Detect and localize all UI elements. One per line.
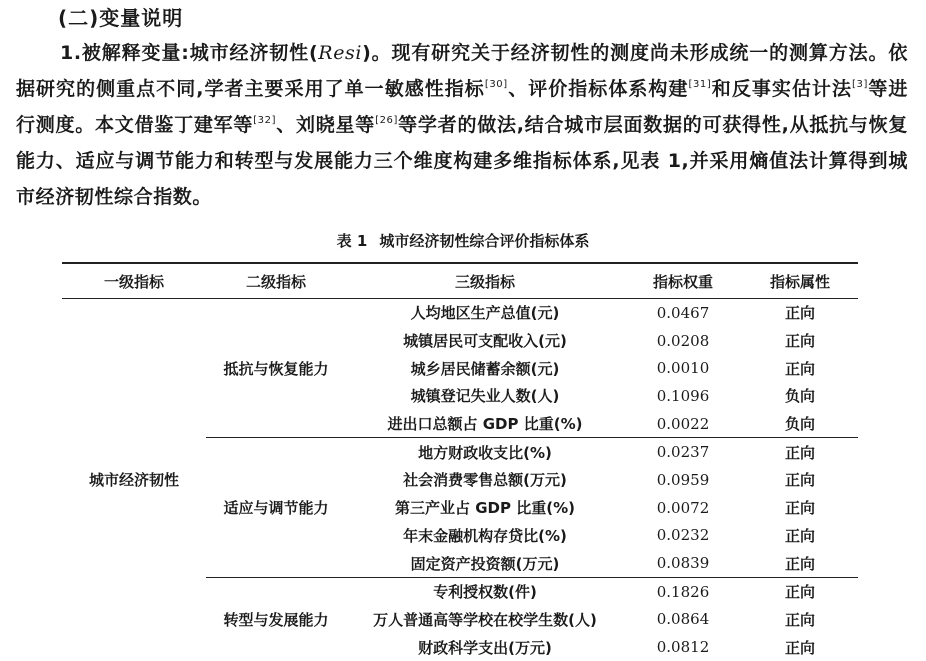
- attribute-cell: 负向: [784, 415, 815, 434]
- paragraph-text-3: 、评价指标体系构建: [507, 78, 689, 100]
- attribute-cell: 正向: [784, 499, 815, 518]
- weight-cell: 0.1826: [624, 577, 742, 605]
- attribute-cell: 正向: [784, 332, 815, 351]
- level2-cell-adaptation: 适应与调节能力: [206, 438, 346, 577]
- indicator-cell: 专利授权数(件): [346, 577, 624, 605]
- weight-cell: 0.0467: [656, 303, 710, 322]
- attribute-cell: 正向: [784, 304, 815, 323]
- indicator-cell: 城镇居民可支配收入(元): [403, 332, 567, 351]
- attribute-cell: 正向: [784, 638, 815, 657]
- indicator-cell: 固定资产投资额(万元): [410, 554, 560, 573]
- indicator-cell: 万人普通高等学校在校学生数(人): [373, 610, 597, 629]
- attribute-cell: 正向: [784, 471, 815, 490]
- citation-26[interactable]: [26]: [375, 115, 398, 126]
- weight-cell: 0.0237: [624, 438, 742, 466]
- indicator-cell: 财政科学支出(万元): [418, 638, 552, 657]
- weight-cell: 0.0232: [656, 526, 710, 545]
- table-header-row: [62, 263, 858, 299]
- paragraph-text-1: 1.被解释变量:城市经济韧性(: [60, 42, 319, 64]
- attribute-cell: 正向: [742, 577, 858, 605]
- level2-cell-transformation: 转型与发展能力: [206, 577, 346, 661]
- citation-31[interactable]: [31]: [688, 79, 712, 90]
- header-attribute: 指标属性: [742, 263, 858, 299]
- weight-cell: 0.0959: [656, 470, 710, 489]
- weight-cell: 0.0072: [656, 498, 710, 517]
- header-level3: 三级指标: [346, 263, 624, 299]
- weight-cell: 0.0839: [656, 554, 710, 573]
- header-level2: 二级指标: [206, 263, 346, 299]
- variable-symbol: Resi: [318, 42, 363, 64]
- level1-cell: 城市经济韧性: [88, 471, 179, 490]
- weight-cell: 0.0022: [656, 414, 710, 433]
- citation-3[interactable]: [3]: [851, 79, 868, 90]
- indicator-cell: 进出口总额占 GDP 比重(%): [387, 415, 583, 434]
- weight-cell: 0.0812: [656, 638, 710, 657]
- paragraph-text-5: 等进行测度。本文借鉴丁建军等: [16, 78, 909, 136]
- body-paragraph: [16, 35, 908, 215]
- paragraph-text-7: 等学者的做法,结合城市层面数据的可获得性,从抵抗与恢复能力、适应与调节能力和转型与发展能力三个维度构建多维指标体系,见表 1,并采用熵值法计算得到城市经济韧性综合指数。: [16, 114, 908, 208]
- weight-cell: 0.1096: [656, 386, 710, 405]
- attribute-cell: 正向: [742, 438, 858, 466]
- attribute-cell: 正向: [784, 526, 815, 545]
- indicator-cell: 地方财政收支比(%): [346, 438, 624, 466]
- weight-cell: 0.0864: [656, 610, 710, 629]
- attribute-cell: 负向: [784, 387, 815, 406]
- table-caption: [0, 230, 926, 251]
- citation-30[interactable]: [30]: [484, 79, 508, 90]
- header-weight: 指标权重: [624, 263, 742, 299]
- paragraph-text-6: 、刘晓星等: [276, 114, 376, 136]
- indicator-cell: 城乡居民储蓄余额(元): [410, 359, 560, 378]
- indicator-cell: 第三产业占 GDP 比重(%): [395, 499, 575, 518]
- attribute-cell: 正向: [784, 554, 815, 573]
- weight-cell: 0.0010: [656, 359, 710, 378]
- table-row: [62, 299, 858, 327]
- citation-32[interactable]: [32]: [253, 115, 277, 126]
- paragraph-text-2: )。现有研究关于经济韧性的测度尚未形成统一的测算方法。依据研究的侧重点不同,学者主要采用了单一敏感性指标: [16, 42, 908, 100]
- indicator-table: [62, 262, 858, 661]
- level2-cell-resistance: 抵抗与恢复能力: [223, 359, 329, 378]
- attribute-cell: 正向: [784, 359, 815, 378]
- indicator-cell: 社会消费零售总额(万元): [403, 471, 567, 490]
- table-title: 城市经济韧性综合评价指标体系: [379, 232, 590, 250]
- header-level1: 一级指标: [62, 263, 206, 299]
- indicator-cell: 人均地区生产总值(元): [410, 304, 560, 323]
- paragraph-text-4: 和反事实估计法: [711, 78, 852, 100]
- indicator-cell: 城镇登记失业人数(人): [410, 387, 560, 406]
- section-heading: (二)变量说明: [58, 6, 184, 30]
- weight-cell: 0.0208: [656, 331, 710, 350]
- indicator-cell: 年末金融机构存贷比(%): [403, 526, 567, 545]
- attribute-cell: 正向: [784, 610, 815, 629]
- table-number: 表 1: [336, 232, 368, 250]
